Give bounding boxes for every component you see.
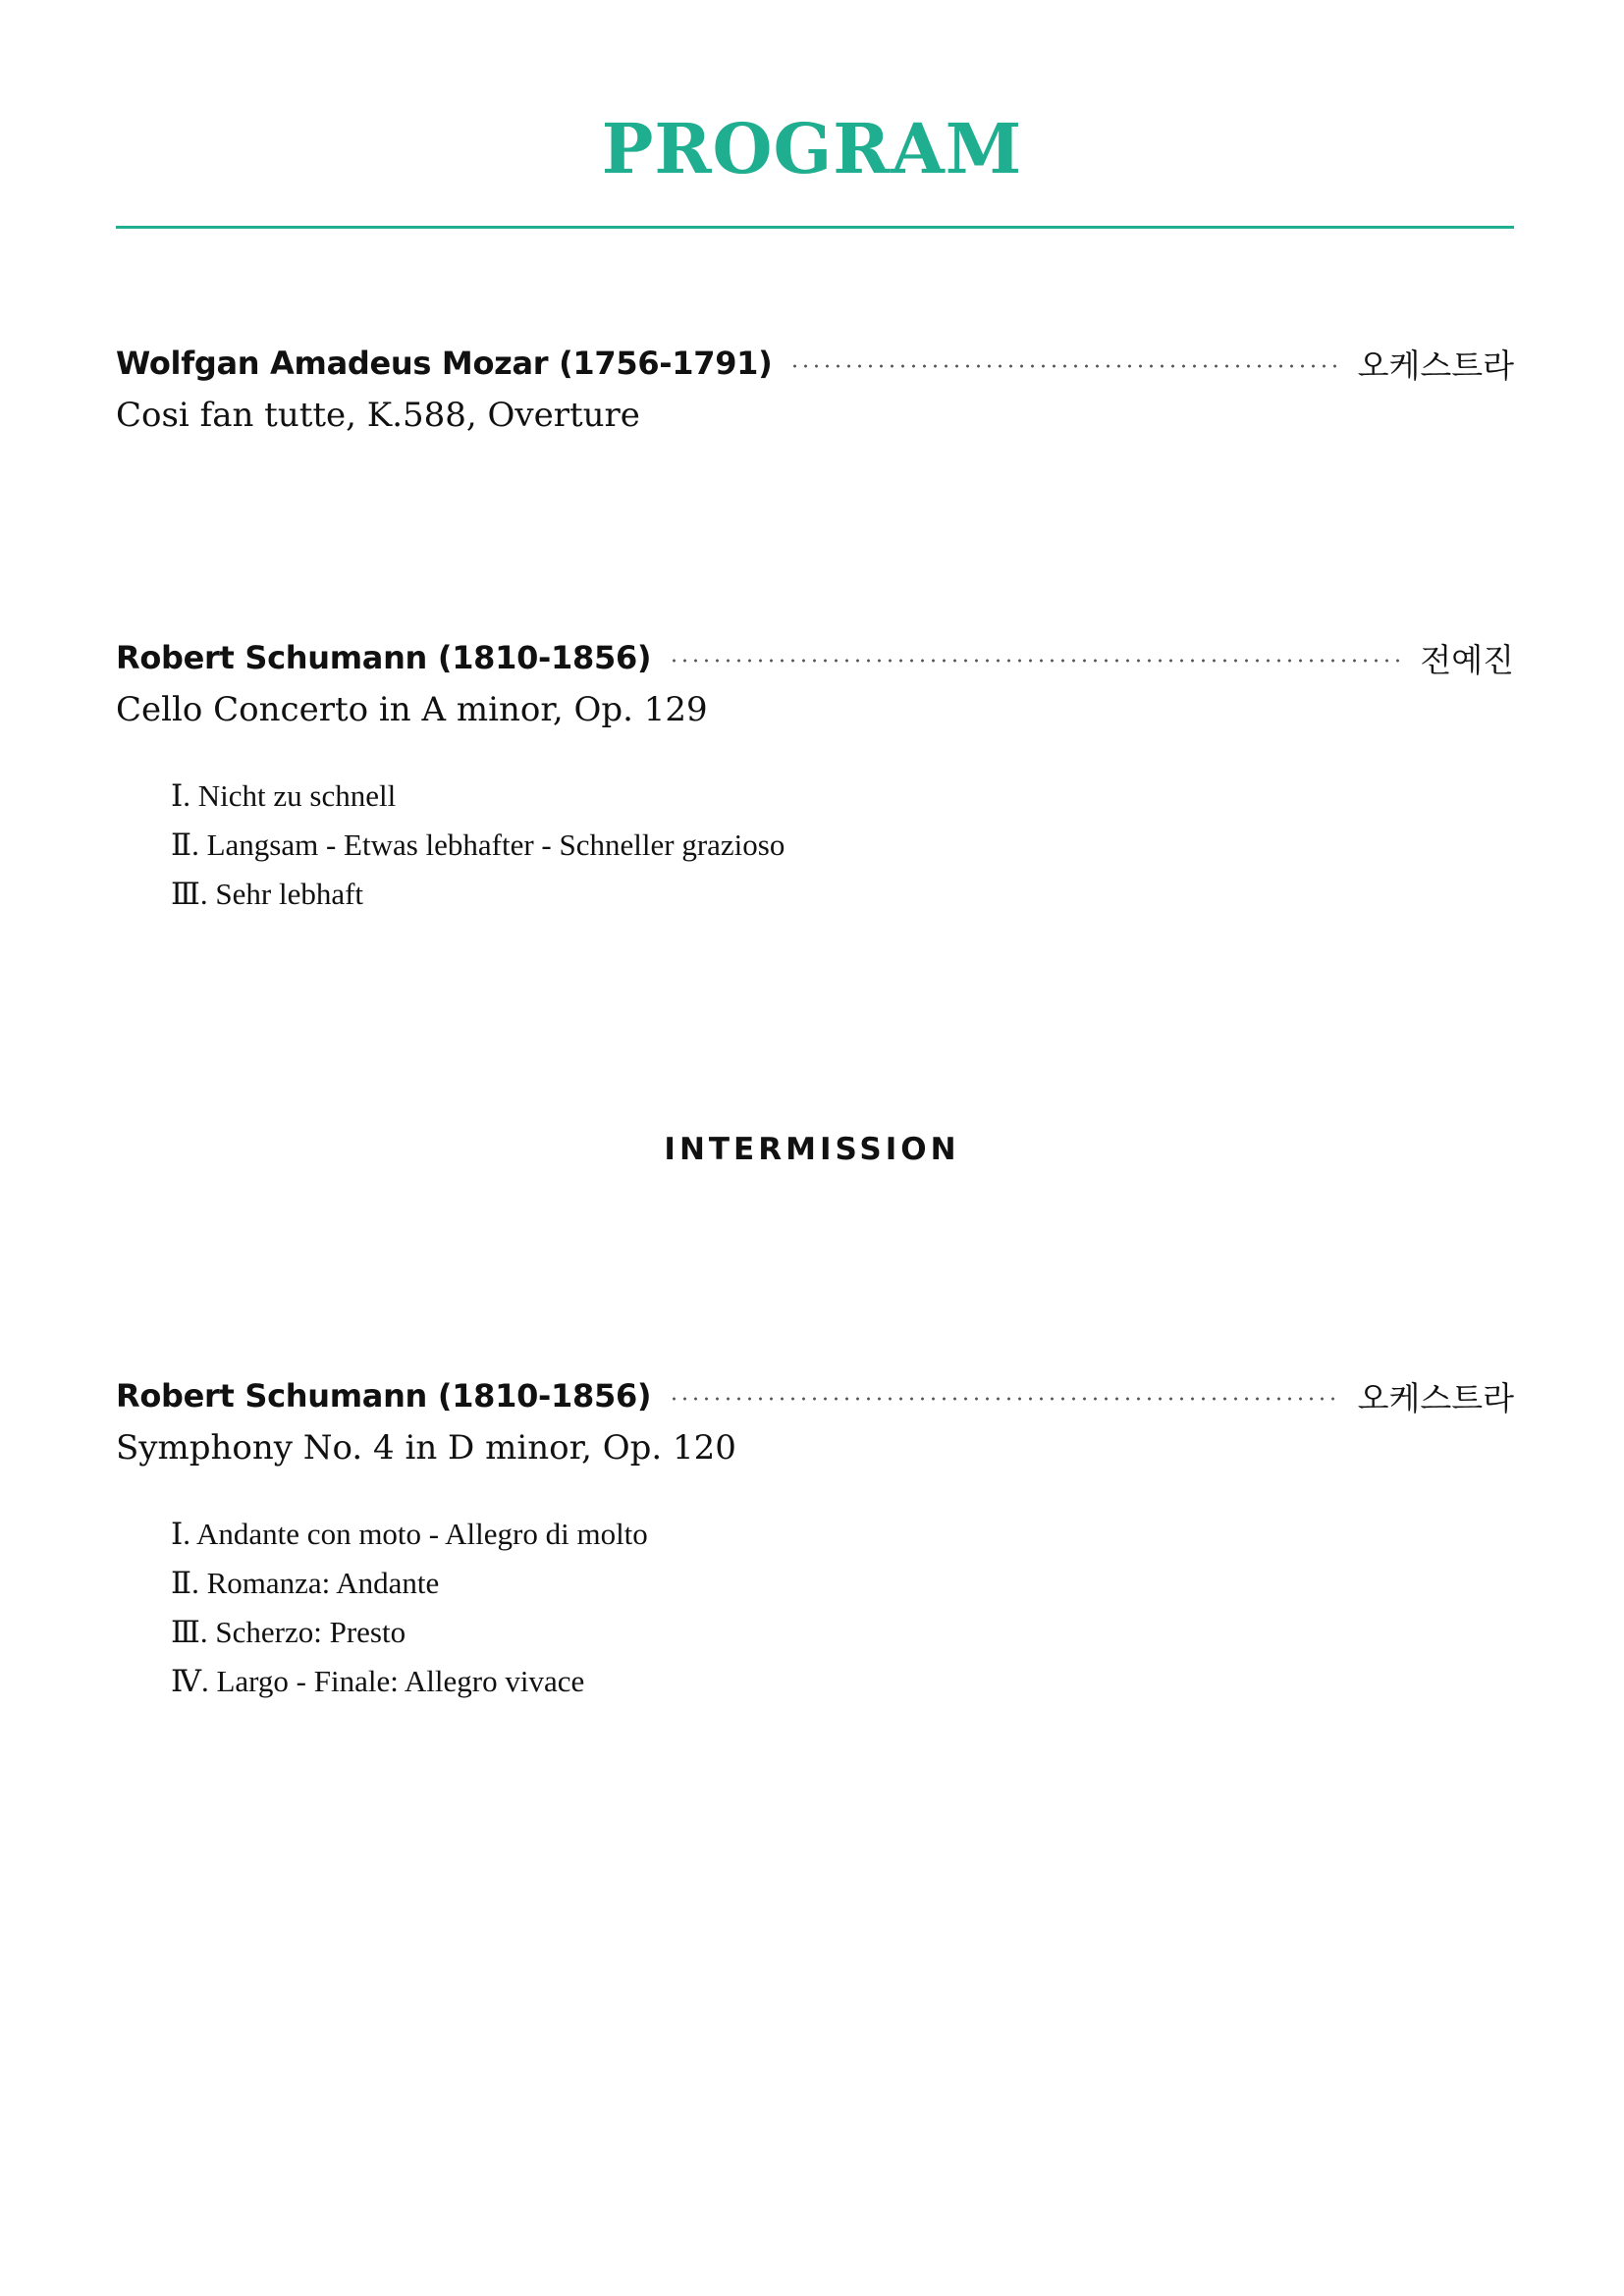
composer-name: Robert Schumann (1810-1856) xyxy=(116,639,652,676)
work-title: Cosi fan tutte, K.588, Overture xyxy=(116,396,640,435)
performer-name: 오케스트라 xyxy=(1357,1378,1514,1417)
program-piece-1 xyxy=(116,342,1514,438)
intermission-label: INTERMISSION xyxy=(664,1132,960,1167)
movement-item: Ⅰ. Nicht zu schnell xyxy=(171,778,397,813)
work-title: Symphony No. 4 in D minor, Op. 120 xyxy=(116,1428,736,1468)
movement-item: Ⅲ. Sehr lebhaft xyxy=(171,877,364,911)
movement-item: Ⅲ. Scherzo: Presto xyxy=(171,1615,406,1649)
program-piece-2 xyxy=(116,636,1514,919)
piece-header xyxy=(116,1374,1514,1417)
work-title: Cello Concerto in A minor, Op. 129 xyxy=(116,690,708,729)
piece-header xyxy=(116,636,1514,679)
title-divider xyxy=(116,226,1514,229)
composer-name: Robert Schumann (1810-1856) xyxy=(116,1377,652,1415)
movement-item: Ⅱ. Langsam - Etwas lebhafter - Schneller grazioso xyxy=(171,828,785,862)
dot-leader xyxy=(669,659,1402,663)
movement-item: Ⅳ. Largo - Finale: Allegro vivace xyxy=(171,1664,585,1698)
movement-item: Ⅱ. Romanza: Andante xyxy=(171,1566,440,1600)
composer-name: Wolfgan Amadeus Mozar (1756-1791) xyxy=(116,345,773,382)
performer-name: 오케스트라 xyxy=(1357,346,1514,385)
dot-leader xyxy=(789,364,1339,368)
page-title: PROGRAM xyxy=(601,108,1023,189)
piece-header xyxy=(116,342,1514,385)
dot-leader xyxy=(669,1397,1339,1401)
program-piece-3 xyxy=(116,1374,1514,1706)
movement-list xyxy=(171,1510,1514,1706)
movement-list xyxy=(171,772,1514,919)
movement-item: Ⅰ. Andante con moto - Allegro di molto xyxy=(171,1517,648,1551)
performer-name: 전예진 xyxy=(1420,640,1514,679)
